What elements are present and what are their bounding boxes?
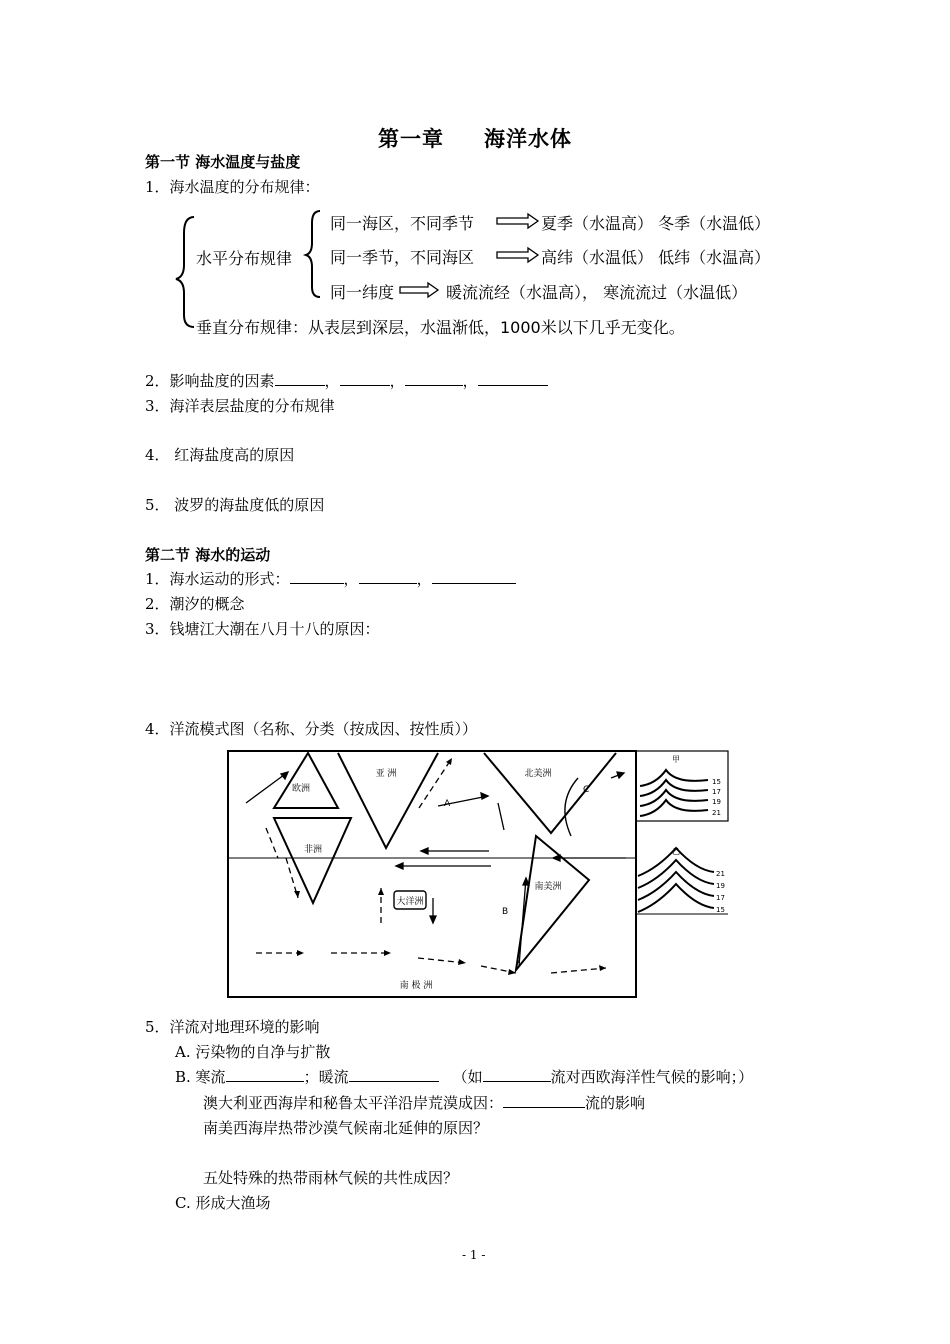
south-america-label: 南美洲 (534, 882, 562, 892)
ocean-current-map (226, 748, 736, 1002)
item-b-line3: 南美西海岸热带沙漠气候南北延伸的原因？ (203, 1119, 489, 1137)
outer-brace (176, 217, 194, 327)
motion-blank-2[interactable] (359, 569, 417, 584)
item-b-line1 (175, 1066, 753, 1087)
chapter-name: 海洋水体 (484, 126, 572, 151)
arrow-2 (497, 248, 538, 262)
label-c: C (583, 785, 590, 795)
row3-result: 暖流流经（水温高）， 寒流流过（水温低） (446, 283, 748, 302)
africa-label: 非洲 (303, 845, 323, 855)
b-line2-pre: 澳大利亚西海岸和秘鲁太平洋沿岸荒漠成因： (203, 1094, 504, 1112)
warm-current-1 (246, 772, 288, 803)
jia-isotherm-3: 19 (712, 798, 721, 806)
warm-current-effect-blank[interactable] (349, 1067, 439, 1082)
b-example-post: 流对西欧海洋性气候的影响；） (550, 1068, 754, 1086)
warm-current-2 (498, 803, 504, 830)
yi-isotherm-2: 19 (716, 882, 725, 890)
salinity-factor-blank-2[interactable] (340, 371, 390, 386)
south-america-shape (516, 836, 589, 970)
label-b: B (502, 907, 509, 917)
b-example-pre: （如 (452, 1068, 483, 1086)
yi-isotherm-1: 21 (716, 870, 725, 878)
b-cold-text: B. 寒流 (175, 1068, 226, 1086)
salinity-factor-blank-4[interactable] (478, 371, 548, 386)
section1-q4: 4． 红海盐度高的原因 (145, 446, 295, 464)
row1-condition: 同一海区，不同季节 (330, 214, 475, 233)
row1-result: 夏季（水温高） 冬季（水温低） (541, 214, 771, 233)
oceania-label: 大洋洲 (396, 897, 424, 907)
item-c: C. 形成大渔场 (175, 1194, 271, 1212)
section1-q2: 2．影响盐度的因素 ， ， ， (145, 370, 548, 391)
desert-current-blank[interactable] (503, 1093, 585, 1108)
yi-isotherm-4: 15 (716, 906, 725, 914)
section1-q3: 3．海洋表层盐度的分布规律 (145, 397, 335, 415)
arrow-3 (400, 283, 438, 297)
chapter-title (378, 123, 572, 153)
section2-heading: 第二节 海水的运动 (145, 546, 271, 564)
warm-current-b (519, 878, 526, 966)
label-a: A (444, 799, 451, 809)
b-line2-post: 流的影响 (585, 1094, 646, 1112)
section2-q2: 2．潮汐的概念 (145, 595, 245, 613)
q2-text: 2．影响盐度的因素 (145, 372, 275, 390)
jia-isotherm-4: 21 (712, 809, 721, 817)
motion-blank-1[interactable] (290, 569, 344, 584)
antarctica-label: 南 极 洲 (399, 981, 433, 991)
europe-label: 欧洲 (291, 784, 311, 794)
row2-result: 高纬（水温低） 低纬（水温高） (541, 248, 771, 267)
arrow-1 (497, 214, 538, 228)
yi-label: 乙 (672, 847, 680, 856)
yi-isotherms (638, 848, 714, 912)
vertical-rule: 垂直分布规律：从表层到深层，水温渐低，1000米以下几乎无变化。 (196, 318, 685, 337)
chapter-label: 第一章 (378, 126, 444, 151)
horizontal-rule-label: 水平分布规律 (196, 249, 293, 268)
section1-q1: 1．海水温度的分布规律： (145, 178, 320, 196)
north-america-label: 北美洲 (524, 769, 552, 779)
q1-text: 1．海水运动的形式： (145, 570, 290, 588)
asia-coast (338, 753, 438, 848)
item-a: A. 污染物的自净与扩散 (175, 1043, 331, 1061)
item-b-line2 (203, 1092, 645, 1113)
row3-condition: 同一纬度 (330, 283, 395, 302)
yi-isotherm-3: 17 (716, 894, 725, 902)
cold-current-2 (266, 828, 278, 858)
b-warm-text: ；暖流 (303, 1068, 349, 1086)
jia-isotherm-1: 15 (712, 778, 721, 786)
motion-blank-3[interactable] (432, 569, 516, 584)
section2-q1: 1．海水运动的形式： ， ， (145, 568, 516, 589)
west-europe-current-blank[interactable] (483, 1067, 551, 1082)
africa-shape (274, 818, 351, 903)
section1-q5: 5． 波罗的海盐度低的原因 (145, 496, 325, 514)
north-america-coast (484, 753, 616, 833)
cold-current-8 (551, 968, 606, 973)
jia-isotherms (640, 770, 708, 816)
salinity-factor-blank-1[interactable] (275, 371, 325, 386)
cold-current-effect-blank[interactable] (226, 1067, 304, 1082)
row2-condition: 同一季节，不同海区 (330, 248, 475, 267)
jia-isotherm-2: 17 (712, 788, 721, 796)
jia-label: 甲 (672, 755, 680, 764)
section2-q5: 5．洋流对地理环境的影响 (145, 1018, 320, 1036)
page-number: - 1 - (462, 1248, 486, 1262)
section2-q3: 3．钱塘江大潮在八月十八的原因： (145, 620, 380, 638)
inner-brace (306, 211, 320, 297)
section2-q4: 4．洋流模式图（名称、分类（按成因、按性质）） (145, 720, 478, 738)
item-b-line4: 五处特殊的热带雨林气候的共性成因？ (203, 1169, 459, 1187)
europe-shape (274, 753, 338, 808)
asia-label: 亚 洲 (375, 769, 397, 779)
section1-heading: 第一节 海水温度与盐度 (145, 153, 301, 171)
salinity-factor-blank-3[interactable] (405, 371, 463, 386)
